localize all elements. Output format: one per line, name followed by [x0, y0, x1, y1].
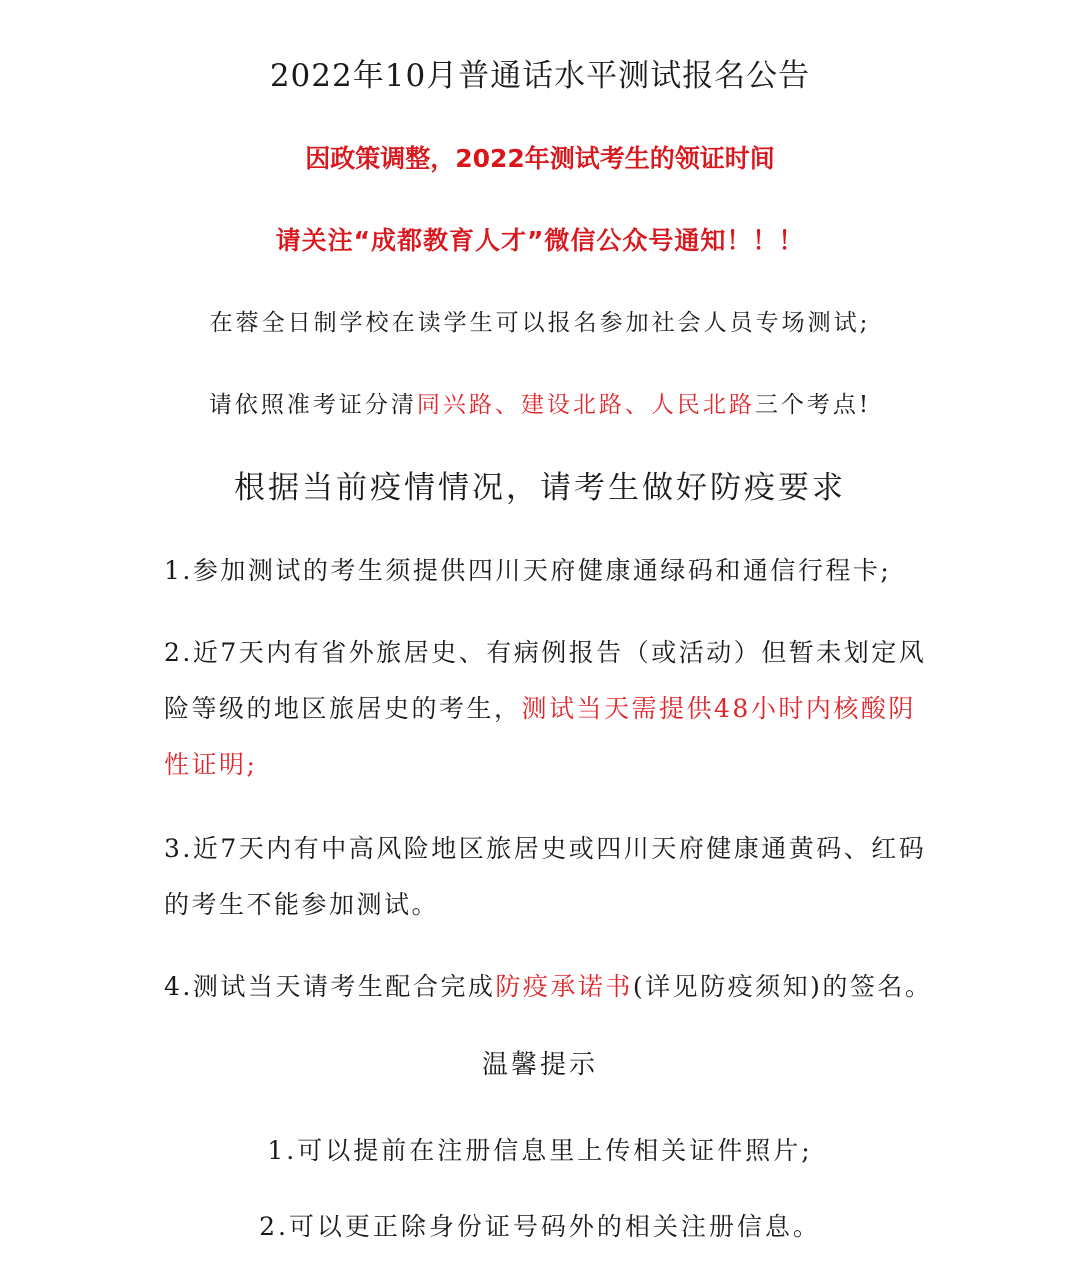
test-site-names: 同兴路、建设北路、人民北路 [416, 392, 755, 418]
test-site-line-suffix: 三个考点! [754, 392, 872, 418]
epidemic-requirements-heading: 根据当前疫情情况，请考生做好防疫要求 [234, 470, 846, 506]
requirement-item-2-line-1: 2.近7天内有省外旅居史、有病例报告（或活动）但暂未划定风 [164, 638, 927, 667]
tips-title: 温馨提示 [481, 1050, 598, 1080]
requirement-item-2-line-2 [164, 694, 916, 724]
policy-notice-line-1: 因政策调整，2022年测试考生的领证时间 [305, 144, 775, 173]
test-site-line-prefix: 请依照准考证分清 [208, 392, 417, 418]
document-title: 2022年10月普通话水平测试报名公告 [269, 58, 811, 94]
requirement-item-3-line-2: 的考生不能参加测试。 [164, 890, 440, 919]
requirement-item-4-highlight: 防疫承诺书 [495, 972, 633, 1001]
requirement-item-4-prefix: 4.测试当天请考生配合完成 [164, 972, 496, 1001]
requirement-item-1: 1.参加测试的考生须提供四川天府健康通绿码和通信行程卡; [164, 556, 892, 585]
requirement-item-4 [164, 972, 932, 1002]
requirement-item-3-line-1: 3.近7天内有中高风险地区旅居史或四川天府健康通黄码、红码 [164, 834, 927, 863]
requirement-item-2-line-3: 性证明; [164, 750, 258, 779]
requirement-item-2-text: 险等级的地区旅居史的考生， [164, 694, 522, 723]
requirement-item-2-highlight: 测试当天需提供48小时内核酸阴 [521, 694, 916, 723]
tip-item-2: 2.可以更正除身份证号码外的相关注册信息。 [259, 1212, 821, 1241]
student-eligibility-line: 在蓉全日制学校在读学生可以报名参加社会人员专场测试; [209, 310, 871, 336]
policy-notice-line-2: 请关注“成都教育人才”微信公众号通知！！！ [275, 226, 805, 255]
tip-item-1: 1.可以提前在注册信息里上传相关证件照片; [267, 1136, 813, 1165]
requirement-item-4-suffix: (详见防疫须知)的签名。 [632, 972, 933, 1001]
test-site-line [0, 392, 1080, 420]
